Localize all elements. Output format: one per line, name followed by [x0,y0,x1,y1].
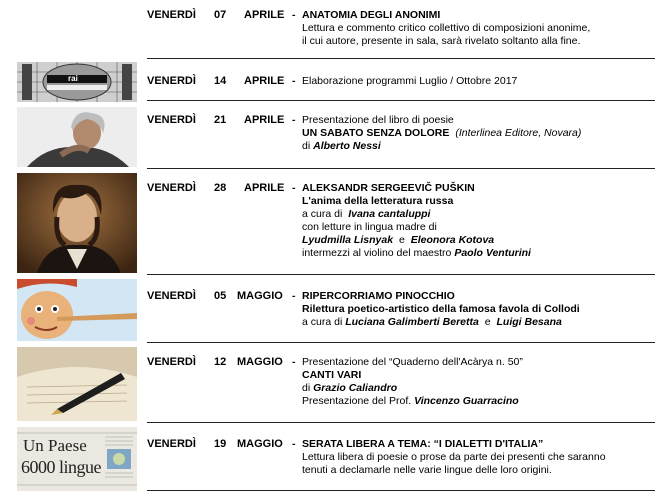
portrait-man-icon [17,107,137,167]
event-month: MAGGIO [237,290,283,302]
event-dash: - [292,290,296,302]
event-date-number: 14 [214,75,227,87]
event-month: APRILE [244,114,285,126]
pinocchio-icon [17,279,137,341]
event-19-maggio [0,424,663,494]
event-28-aprile [0,170,663,276]
event-dash: - [292,114,296,126]
event-dash: - [292,182,296,194]
event-day: VENERDÌ [147,356,196,368]
fountain-pen-icon [17,347,137,421]
presentation-label: Presentazione del Prof. [302,395,412,407]
event-title: CANTI VARI [302,369,362,381]
and-label: e [398,234,405,246]
separator-line [147,342,655,343]
separator-line [147,168,655,169]
author-name: Alberto Nessi [313,140,381,152]
separator-line [147,58,655,59]
curator-name: Luciana Galimberti Beretta [345,316,479,328]
event-title: RIPERCORRIAMO PINOCCHIO [302,290,455,302]
event-description-line: Presentazione del “Quaderno dell'Acàrya n. 50” [302,356,523,368]
by-label: di [302,140,311,152]
event-12-maggio [0,344,663,424]
author-name: Grazio Caliandro [313,382,398,394]
event-dash: - [292,356,296,368]
event-date-number: 05 [214,290,227,302]
event-date-number: 07 [214,9,227,21]
event-dash: - [292,75,296,87]
event-month: APRILE [244,182,285,194]
newspaper-image [17,427,137,491]
event-day: VENERDÌ [147,75,196,87]
event-month: APRILE [244,75,285,87]
event-date-number: 28 [214,182,227,194]
curator-name: Luigi Besana [496,316,562,328]
newspaper-headline-2: 6000 lingue [21,457,101,477]
separator-line [147,422,655,423]
event-description-line: Lettura libera di poesie o prose da parte dei presenti che saranno [302,451,606,463]
event-month: MAGGIO [237,356,283,368]
pen-paper-image [17,347,137,421]
portrait-painting-icon [17,173,137,273]
event-title: ANATOMIA DEGLI ANONIMI [302,9,441,21]
violinist-name: Paolo Venturini [454,247,531,259]
event-date-number: 21 [214,114,227,126]
author-photo [17,107,137,167]
separator-line [147,100,655,101]
event-title: SERATA LIBERA A TEMA: “I DIALETTI D'ITALIA” [302,438,544,450]
curated-label: a cura di [302,316,343,328]
event-dash: - [292,438,296,450]
event-description-line: Lettura e commento critico collettivo di composizioni anonime, [302,22,591,34]
and-label: e [484,316,491,328]
interludes-label: intermezzi al violino del maestro [302,247,452,259]
pushkin-portrait [17,173,137,273]
curator-name: Ivana cantaluppi [348,208,431,220]
test-card-image [17,62,137,102]
book-title: UN SABATO SENZA DOLORE [302,127,450,139]
presenter-name: Vincenzo Guarracino [414,395,519,407]
by-label: di [302,382,311,394]
event-month: APRILE [244,9,285,21]
reader-name: Eleonora Kotova [410,234,495,246]
separator-line [147,490,655,491]
event-dash: - [292,9,296,21]
event-21-aprile [0,104,663,170]
event-day: VENERDÌ [147,182,196,194]
event-day: VENERDÌ [147,438,196,450]
event-description-line: Presentazione del libro di poesie [302,114,454,126]
event-description-line: Elaborazione programmi Luglio / Ottobre 2017 [302,75,518,87]
publisher: (Interlinea Editore, Novara) [455,127,582,139]
rai-logo-text: rai [68,74,78,83]
event-date-number: 19 [214,438,227,450]
newspaper-headline-1: Un Paese [23,436,87,455]
separator-line [147,274,655,275]
event-description-line: il cui autore, presente in sala, sarà rivelato soltanto alla fine. [302,35,581,47]
event-05-maggio [0,276,663,344]
reader-name: Lyudmilla Lisnyak [302,234,394,246]
event-date-number: 12 [214,356,227,368]
readings-label: con letture in lingua madre di [302,221,437,233]
event-07-aprile [0,0,663,60]
event-day: VENERDÌ [147,114,196,126]
pinocchio-image [17,279,137,341]
event-description-line: tenuti a declamarle nelle varie lingue delle loro origini. [302,464,552,476]
event-day: VENERDÌ [147,290,196,302]
event-title: ALEKSANDR SERGEEVIČ PUŠKIN [302,182,475,194]
curated-label: a cura di [302,208,343,220]
event-month: MAGGIO [237,438,283,450]
event-subtitle: Rilettura poetico-artistico della famosa favola di Collodi [302,303,580,315]
event-day: VENERDÌ [147,9,196,21]
event-subtitle: L'anima della letteratura russa [302,195,454,207]
event-14-aprile [0,60,663,104]
